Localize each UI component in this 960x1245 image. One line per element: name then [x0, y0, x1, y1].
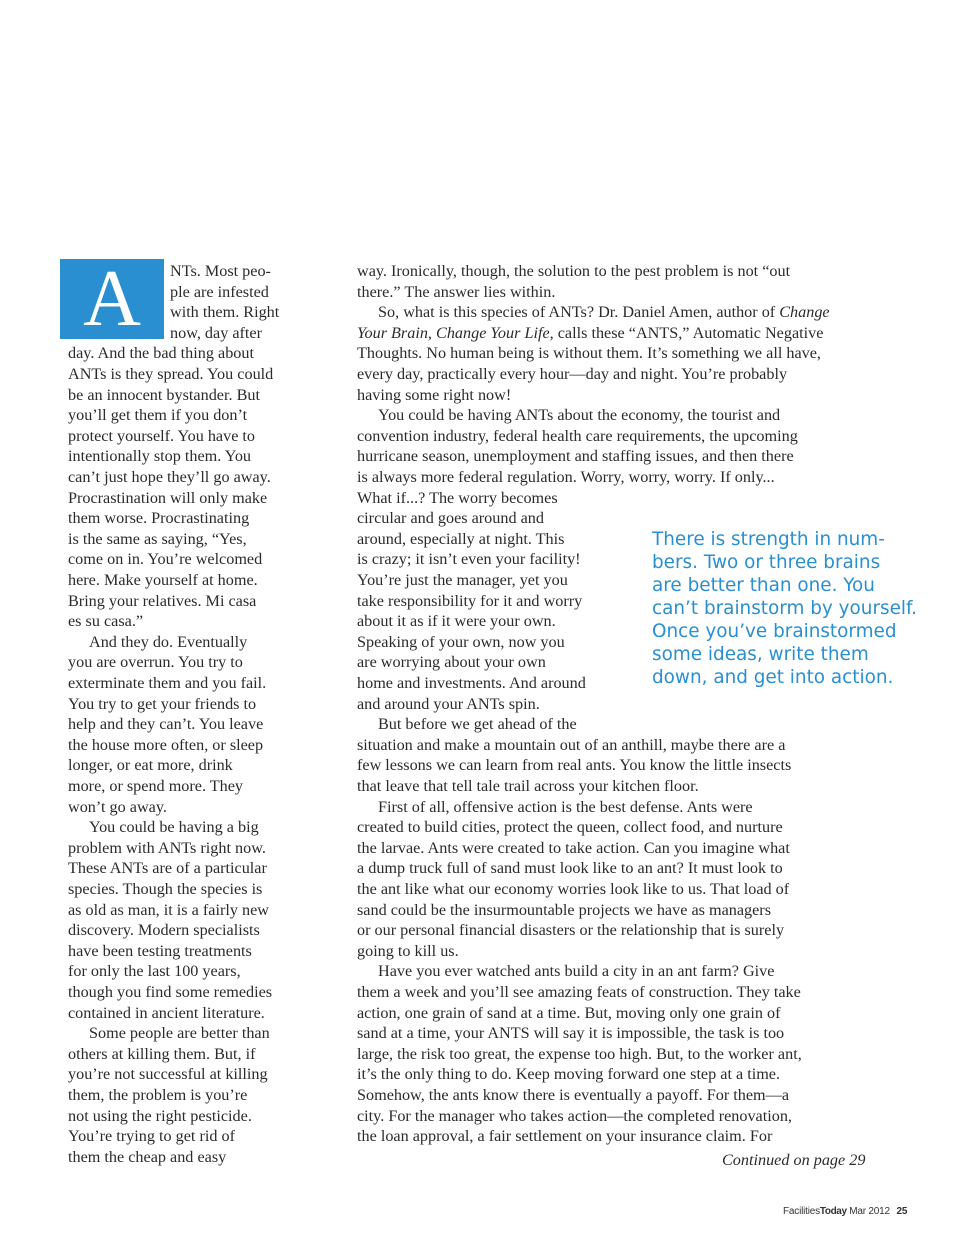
- book-title-part: Your Brain, Change Your Life: [357, 323, 550, 342]
- col1-line: discovery. Modern specialists: [68, 921, 260, 940]
- col2-line: large, the risk too great, the expense too high. But, to the worker ant,: [357, 1044, 802, 1063]
- col1-line: Some people are better than: [89, 1024, 270, 1043]
- col2-line: take responsibility for it and worry: [357, 591, 583, 610]
- col2-line: the loan approval, a fair settlement on your insurance claim. For: [357, 1127, 773, 1146]
- col2-line: there.” The answer lies within.: [357, 282, 556, 301]
- col2-line: are worrying about your own: [357, 653, 546, 672]
- col2-line: Speaking of your own, now you: [357, 632, 565, 651]
- col2-line: sand at a time, your ANTS will say it is impossible, the task is too: [357, 1024, 785, 1043]
- col2-line-text: So, what is this species of ANTs? Dr. Daniel Amen, author of: [378, 303, 780, 322]
- col2-line: it’s the only thing to do. Keep moving forward one step at a time.: [357, 1065, 781, 1084]
- col1-line: problem with ANTs right now.: [68, 838, 266, 857]
- col2-line: the larvae. Ants were created to take action. Can you imagine what: [357, 838, 790, 857]
- col2-line: is crazy; it isn’t even your facility!: [357, 550, 581, 569]
- col1-line: help and they can’t. You leave: [68, 715, 264, 734]
- col1-line: have been testing treatments: [68, 941, 252, 960]
- footer-brand-bold: Today: [819, 1206, 847, 1217]
- col2-line: is always more federal regulation. Worry, worry, worry. If only...: [357, 468, 775, 486]
- col1-line: day. And the bad thing about: [68, 344, 254, 363]
- col1-line: species. Though the species is: [68, 880, 263, 898]
- drop-cap: A: [60, 259, 164, 339]
- col2-line: them a week and you’ll see amazing feats of construction. They take: [357, 983, 801, 1001]
- col2-line: going to kill us.: [357, 941, 459, 960]
- col1-line: them, the problem is you’re: [68, 1086, 248, 1104]
- col1-line: These ANTs are of a particular: [68, 859, 267, 878]
- col1-line: And they do. Eventually: [89, 632, 248, 651]
- col2-line: a dump truck full of sand must look like to an ant? It must look to: [357, 859, 783, 878]
- col2-line: Have you ever watched ants build a city in an ant farm? Give: [378, 962, 775, 981]
- col2-line: convention industry, federal health care requirements, the upcoming: [357, 426, 798, 445]
- col1-line: as old as man, it is a fairly new: [68, 900, 269, 919]
- col1-line: intentionally stop them. You: [68, 447, 252, 466]
- col1-line: the house more often, or sleep: [68, 735, 264, 754]
- col2-line: circular and goes around and: [357, 509, 544, 528]
- col2-line: You could be having ANTs about the economy, the tourist and: [378, 406, 781, 425]
- col1-line: here. Make yourself at home.: [68, 571, 258, 589]
- page-footer: [783, 1206, 907, 1217]
- col2-line: Thoughts. No human being is without them. It’s something we all have,: [357, 344, 821, 363]
- col2-line: having some right now!: [357, 385, 512, 404]
- pull-quote-line: bers. Two or three brains: [652, 552, 881, 573]
- col1-line: protect yourself. You have to: [68, 426, 256, 445]
- col2-line: First of all, offensive action is the best defense. Ants were: [378, 797, 753, 816]
- col1-line: though you find some remedies: [68, 983, 273, 1001]
- pull-quote-line: are better than one. You: [652, 575, 875, 596]
- col1-line: contained in ancient literature.: [68, 1003, 265, 1022]
- col1-line: others at killing them. But, if: [68, 1044, 256, 1063]
- col1-line: Procrastination will only make: [68, 488, 268, 507]
- col1-line: exterminate them and you fail.: [68, 674, 267, 692]
- col1-line: won’t go away.: [68, 797, 167, 816]
- col1-line: with them. Right: [170, 303, 280, 322]
- col2-line: action, one grain of sand at a time. But, moving only one grain of: [357, 1003, 781, 1022]
- col1-line: you’re not successful at killing: [68, 1065, 268, 1084]
- col2-line: that leave that tell tale trail across your kitchen floor.: [357, 777, 699, 795]
- col1-line: now, day after: [170, 323, 262, 342]
- col2-line: around, especially at night. This: [357, 529, 565, 548]
- col2-line: created to build cities, protect the queen, collect food, and nurture: [357, 818, 783, 837]
- col1-line: them the cheap and easy: [68, 1147, 227, 1166]
- pull-quote-line: Once you’ve brainstormed: [652, 621, 897, 642]
- col2-line: You’re just the manager, yet you: [357, 571, 568, 589]
- col1-line: NTs. Most peo-: [170, 262, 271, 280]
- page-number: 25: [896, 1206, 908, 1217]
- col2-line: But before we get ahead of the: [378, 715, 577, 734]
- book-title-part: Change: [779, 303, 830, 322]
- col1-line: not using the right pesticide.: [68, 1106, 252, 1125]
- col2-line-text: , calls these “ANTS,” Automatic Negative: [549, 323, 824, 342]
- col1-line: you are overrun. You try to: [68, 653, 243, 672]
- col2-line: every day, practically every hour—day and night. You’re probably: [357, 365, 788, 383]
- col2-line: What if...? The worry becomes: [357, 488, 558, 507]
- col2-line: city. For the manager who takes action—the completed renovation,: [357, 1106, 792, 1125]
- col1-line: Bring your relatives. Mi casa: [68, 591, 257, 610]
- col2-line: [357, 323, 823, 344]
- footer-brand-light: Facilities: [783, 1206, 820, 1217]
- pull-quote-line: down, and get into action.: [652, 667, 894, 688]
- col2-line: way. Ironically, though, the solution to the pest problem is not “out: [357, 262, 791, 280]
- col2-line: Somehow, the ants know there is eventually a payoff. For them—a: [357, 1086, 790, 1104]
- col2-line: about it as if it were your own.: [357, 612, 556, 631]
- footer-issue: Mar 2012: [849, 1206, 890, 1217]
- col1-line: them worse. Procrastinating: [68, 509, 250, 528]
- col1-line: is the same as saying, “Yes,: [68, 529, 247, 548]
- col2-line: sand could be the insurmountable projects we have as managers: [357, 900, 771, 919]
- col2-line: home and investments. And around: [357, 674, 586, 692]
- col2-line: few lessons we can learn from real ants. You know the little insects: [357, 756, 792, 775]
- col1-line: You try to get your friends to: [68, 694, 257, 713]
- col1-line: ple are infested: [170, 282, 269, 301]
- pull-quote-line: can’t brainstorm by yourself.: [652, 598, 917, 619]
- col2-line: situation and make a mountain out of an anthill, maybe there are a: [357, 735, 786, 754]
- continued-note: Continued on page 29: [722, 1151, 866, 1169]
- pull-quote-line: There is strength in num-: [652, 529, 885, 550]
- col1-line: You’re trying to get rid of: [68, 1127, 235, 1146]
- col2-line: and around your ANTs spin.: [357, 694, 540, 713]
- col1-line: You could be having a big: [89, 818, 259, 837]
- pull-quote-line: some ideas, write them: [652, 644, 869, 665]
- col2-line: the ant like what our economy worries look like to us. That load of: [357, 880, 790, 898]
- col2-line: [378, 302, 830, 323]
- col1-line: ANTs is they spread. You could: [68, 365, 274, 383]
- col1-line: more, or spend more. They: [68, 777, 244, 795]
- col1-line: you’ll get them if you don’t: [68, 406, 248, 425]
- col2-line: or our personal financial disasters or the relationship that is surely: [357, 921, 785, 940]
- col1-line: es su casa.”: [68, 612, 144, 631]
- col1-line: be an innocent bystander. But: [68, 385, 260, 404]
- col2-line: hurricane season, unemployment and staffing issues, and then there: [357, 447, 794, 466]
- col1-line: come on in. You’re welcomed: [68, 550, 263, 569]
- col1-line: longer, or eat more, drink: [68, 756, 233, 775]
- col1-line: for only the last 100 years,: [68, 962, 241, 981]
- col1-line: can’t just hope they’ll go away.: [68, 468, 271, 486]
